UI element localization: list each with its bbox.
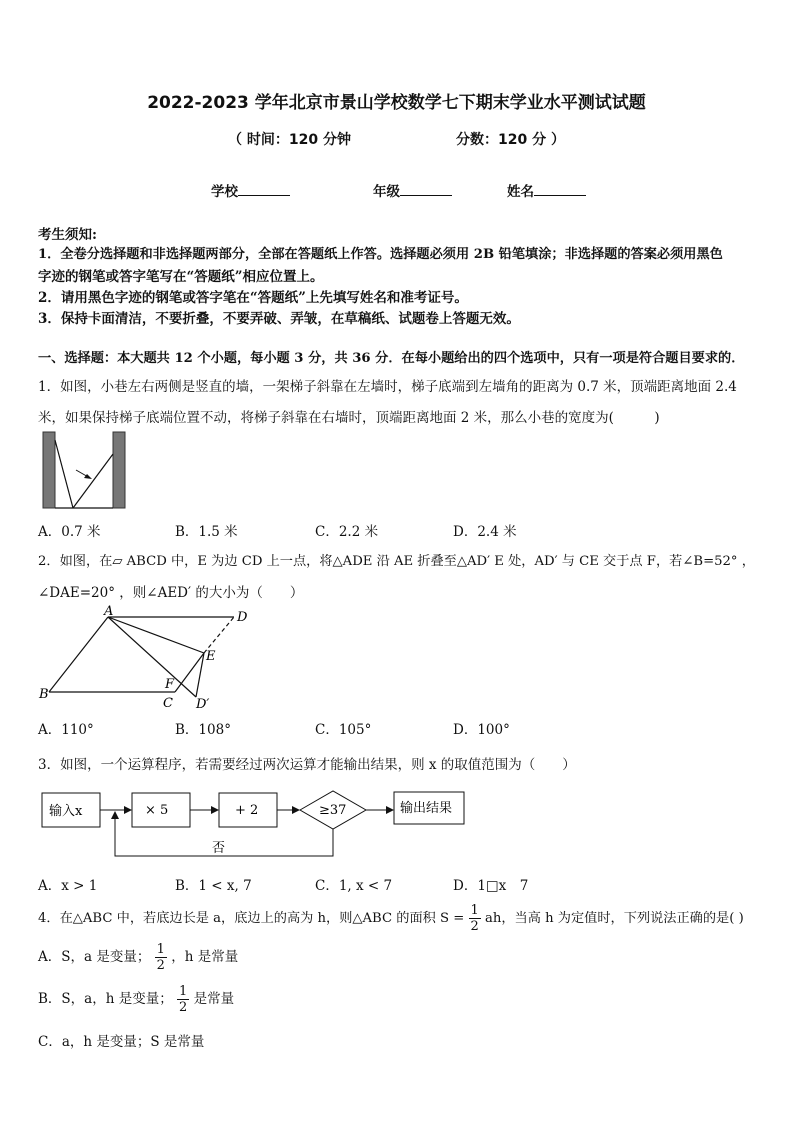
name-label: 姓名 — [507, 184, 534, 200]
label-d-prime: D′ — [196, 697, 210, 712]
grade-label: 年级 — [373, 184, 400, 200]
q2-option-d[interactable]: D．100° — [453, 722, 510, 738]
exam-time: （ 时间：120 分钟 — [228, 132, 351, 148]
name-field — [507, 180, 586, 200]
q2-option-b[interactable]: B．108° — [175, 722, 231, 738]
q4-fraction: $\frac{1}{2}$ — [470, 903, 479, 934]
q2-parallelogram-figure — [34, 604, 254, 712]
q3-option-a[interactable]: A．x > 1 — [38, 878, 98, 894]
edge-ce — [175, 653, 204, 692]
ladder-right — [73, 454, 113, 508]
arrow-icon — [124, 806, 132, 814]
label-c: C — [163, 696, 173, 711]
edge-ed-dashed — [204, 617, 234, 653]
edge-ba — [49, 617, 108, 692]
arrow-icon — [386, 806, 394, 814]
q3-flowchart — [40, 788, 470, 860]
grade-field — [373, 180, 452, 200]
q1-line-2: 米，如果保持梯子底端位置不动，将梯子斜靠在右墙时，顶端距离地面 2 米，那么小巷的宽度为( ) — [38, 410, 660, 426]
q4-option-c[interactable]: C．a，h 是变量；S 是常量 — [38, 1034, 205, 1050]
edge-ad-prime — [108, 617, 196, 697]
q4-option-b[interactable]: B．S，a，h 是变量； $\frac{1}{2}$ 是常量 — [38, 984, 235, 1015]
flow-compare-label: ≥37 — [319, 803, 347, 818]
q3-line-1: 3．如图，一个运算程序，若需要经过两次运算才能输出结果，则 x 的取值范围为（ ） — [38, 757, 576, 773]
q4-option-a-fraction: $\frac{1}{2}$ — [156, 942, 165, 973]
school-blank[interactable] — [238, 182, 290, 196]
flow-plus2-label: + 2 — [235, 803, 259, 818]
label-e: E — [206, 649, 216, 664]
q1-option-d[interactable]: D．2.4 米 — [453, 524, 517, 540]
q2-line-2: ∠DAE=20° ，则∠AED′ 的大小为（ ） — [38, 585, 304, 601]
q1-option-c[interactable]: C．2.2 米 — [315, 524, 379, 540]
notice-heading: 考生须知: — [38, 227, 97, 243]
flow-times5-label: × 5 — [145, 803, 169, 818]
label-a: A — [104, 604, 114, 619]
exam-score: 分数：120 分 ） — [456, 132, 565, 148]
q4-option-a[interactable]: A．S，a 是变量； $\frac{1}{2}$ ，h 是常量 — [38, 942, 239, 973]
q1-line-1: 1．如图，小巷左右两侧是竖直的墙，一架梯子斜靠在左墙时，梯子底端到左墙角的距离为 0.7 米，顶端距离地面 2.4 — [38, 379, 737, 395]
q2-option-a[interactable]: A．110° — [38, 722, 94, 738]
label-f: F — [165, 677, 175, 692]
label-d: D — [237, 610, 248, 625]
edge-ed-prime — [196, 653, 204, 697]
flow-input-label: 输入x — [49, 804, 83, 819]
q3-option-c[interactable]: C．1, x < 7 — [315, 878, 393, 894]
q4-stem — [38, 903, 744, 934]
flow-output-label: 输出结果 — [400, 801, 453, 816]
school-label: 学校 — [211, 184, 238, 200]
q1-option-a[interactable]: A．0.7 米 — [38, 524, 101, 540]
section-heading: 一、选择题：本大题共 12 个小题，每小题 3 分，共 36 分．在每小题给出的四个选项中，只有一项是符合题目要求的． — [38, 351, 745, 366]
notice-line-3: 3．保持卡面清洁，不要折叠，不要弄破、弄皱，在草稿纸、试题卷上答题无效。 — [38, 311, 520, 327]
flow-no-label: 否 — [212, 841, 226, 856]
page-title: 2022-2023 学年北京市景山学校数学七下期末学业水平测试试题 — [147, 93, 646, 113]
right-wall — [113, 432, 125, 508]
q1-ladder-figure — [40, 430, 132, 512]
school-field — [211, 180, 290, 200]
notice-line-1a: 1．全卷分选择题和非选择题两部分，全部在答题纸上作答。选择题必须用 2B 铅笔填涂；非选择题的答案必须用黑色 — [38, 247, 723, 262]
edge-ae — [108, 617, 204, 653]
notice-line-2: 2．请用黑色字迹的钢笔或答字笔在“答题纸”上先填写姓名和准考证号。 — [38, 290, 468, 306]
q2-line-1: 2．如图，在▱ ABCD 中，E 为边 CD 上一点，将△ADE 沿 AE 折叠至△AD′ E 处，AD′ 与 CE 交于点 F，若∠B=52° ， — [38, 554, 755, 569]
q4-option-b-fraction: $\frac{1}{2}$ — [179, 984, 188, 1015]
arrow-icon — [292, 806, 300, 814]
ladder-left — [55, 440, 73, 508]
arrow-icon — [211, 806, 219, 814]
q3-option-d[interactable]: D．1□x 7 — [453, 878, 529, 894]
q3-option-b[interactable]: B．1 < x, 7 — [175, 878, 252, 894]
notice-line-1b: 字迹的钢笔或答字笔写在“答题纸”相应位置上。 — [38, 269, 324, 285]
q1-option-b[interactable]: B．1.5 米 — [175, 524, 238, 540]
name-blank[interactable] — [534, 182, 586, 196]
q2-option-c[interactable]: C．105° — [315, 722, 372, 738]
label-b: B — [39, 687, 49, 702]
q4-stem-pre: 4．在△ABC 中，若底边长是 a，底边上的高为 h，则△ABC 的面积 S = — [38, 911, 465, 926]
left-wall — [43, 432, 55, 508]
arrow-icon — [111, 811, 119, 819]
grade-blank[interactable] — [400, 182, 452, 196]
q4-stem-post: ah，当高 h 为定值时，下列说法正确的是( ) — [485, 911, 744, 926]
